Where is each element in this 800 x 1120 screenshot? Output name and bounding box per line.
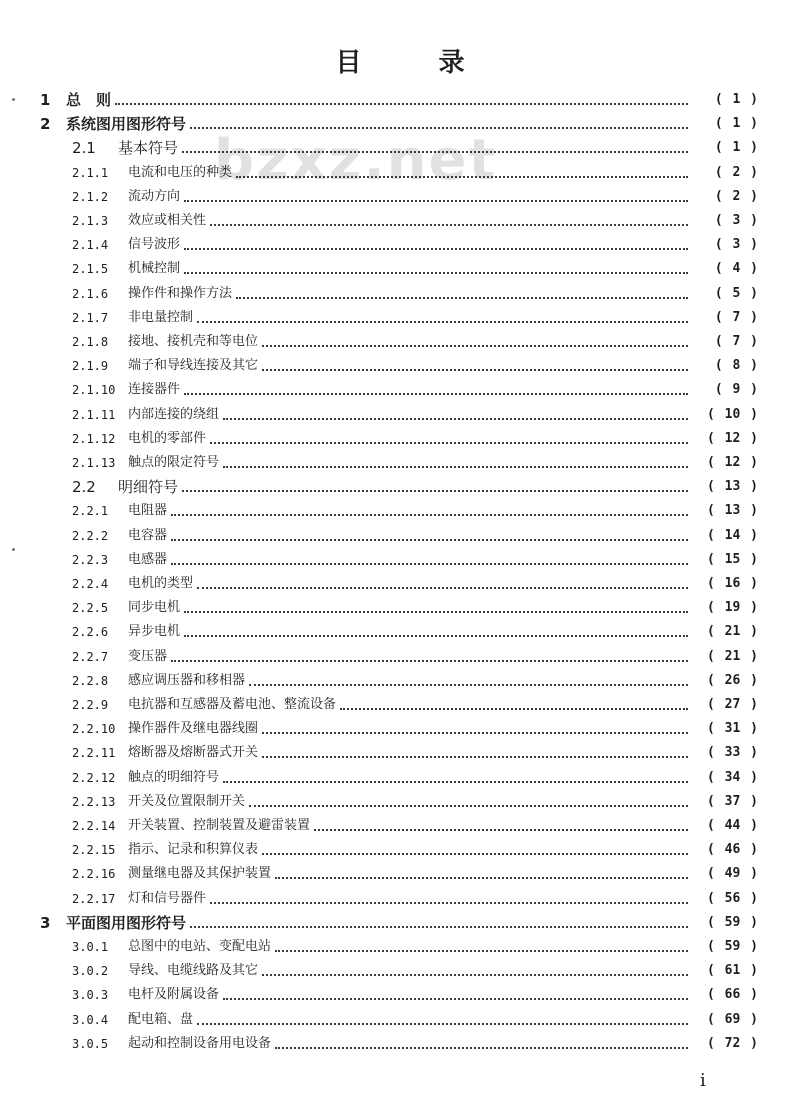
toc-entry-number: 2.2.12 <box>72 770 116 785</box>
toc-entry-page: ( 1 ) <box>714 92 758 107</box>
toc-entry-number: 3.0.3 <box>72 988 109 1003</box>
toc-entry-title: 机械控制 <box>128 261 181 277</box>
dot-leader <box>190 127 688 129</box>
toc-entry <box>0 112 800 136</box>
toc-entry-page: ( 34 ) <box>707 769 758 785</box>
toc-entry-page: ( 15 ) <box>707 551 758 567</box>
toc-entry-number: 2.2.6 <box>72 625 109 640</box>
toc-entry-number: 2.2.13 <box>72 794 116 809</box>
dot-leader <box>223 998 688 1000</box>
dot-leader <box>171 539 688 541</box>
toc-entry-page: ( 19 ) <box>707 600 758 616</box>
toc-entry-page: ( 7 ) <box>714 309 758 325</box>
dot-leader <box>197 321 688 323</box>
toc-entry-page: ( 37 ) <box>707 793 758 809</box>
toc-entry <box>0 475 800 499</box>
toc-entry-page: ( 12 ) <box>707 430 758 446</box>
toc-entry-page: ( 2 ) <box>714 164 758 180</box>
toc-entry-page: ( 49 ) <box>707 866 758 882</box>
toc-entry-page: ( 61 ) <box>707 963 758 979</box>
toc-entry-number: 2.2.10 <box>72 722 116 737</box>
toc-entry-number: 2.2.5 <box>72 601 109 616</box>
toc-entry <box>0 330 800 354</box>
toc-entry-number: 3.0.1 <box>72 940 109 954</box>
page-title: 目 录 <box>335 48 499 78</box>
toc-entry <box>0 427 800 451</box>
scan-speck <box>12 548 15 551</box>
toc-entry-page: ( 5 ) <box>714 285 758 301</box>
toc-entry <box>0 403 800 427</box>
dot-leader <box>184 248 688 250</box>
toc-entry-title: 触点的明细符号 <box>128 769 220 785</box>
dot-leader <box>182 490 688 492</box>
dot-leader <box>262 756 688 758</box>
toc-entry-page: ( 12 ) <box>707 455 758 470</box>
toc-entry-page: ( 46 ) <box>707 842 758 858</box>
toc-entry-title: 起动和控制设备用电设备 <box>128 1035 272 1051</box>
toc-entry-number: 3.0.2 <box>72 964 109 979</box>
toc-entry-number: 2.2.2 <box>72 528 109 543</box>
toc-entry-title: 总 则 <box>66 91 112 109</box>
toc-entry-number: 2.1.13 <box>72 456 116 470</box>
toc-entry-number: 2.1.1 <box>72 165 109 180</box>
toc-entry <box>0 790 800 814</box>
toc-entry-page: ( 33 ) <box>707 745 758 761</box>
dot-leader <box>171 660 688 662</box>
toc-entry-number: 2.2.16 <box>72 867 116 882</box>
toc-entry-number: 2.1.2 <box>72 189 109 204</box>
toc-entry <box>0 282 800 306</box>
toc-entry-title: 接地、接机壳和等电位 <box>128 334 259 349</box>
dot-leader <box>249 805 688 807</box>
toc-entry-title: 配电箱、盘 <box>128 1011 194 1027</box>
toc-entry-number: 2.2.7 <box>72 649 109 664</box>
dot-leader <box>236 176 688 178</box>
toc-entry-number: 2.1 <box>72 139 96 158</box>
toc-entry <box>0 354 800 378</box>
toc-entry-title: 开关及位置限制开关 <box>128 793 246 809</box>
toc-entry <box>0 524 800 548</box>
dot-leader <box>210 902 688 904</box>
toc-entry <box>0 209 800 233</box>
toc-entry-page: ( 1 ) <box>714 116 758 132</box>
toc-entry-number: 2.2.17 <box>72 891 116 906</box>
toc-entry-title: 触点的限定符号 <box>128 455 220 470</box>
toc-entry-title: 感应调压器和移相器 <box>128 672 246 688</box>
toc-entry-title: 指示、记录和积算仪表 <box>128 842 259 858</box>
toc-entry <box>0 548 800 572</box>
toc-entry-page: ( 26 ) <box>707 672 758 688</box>
toc-entry <box>0 1008 800 1032</box>
dot-leader <box>171 563 688 565</box>
toc-entry-page: ( 69 ) <box>707 1011 758 1027</box>
toc-entry-page: ( 10 ) <box>707 406 758 422</box>
toc-entry-title: 效应或相关性 <box>128 213 207 228</box>
dot-leader <box>210 442 688 444</box>
dot-leader <box>249 684 688 686</box>
toc-entry <box>0 1032 800 1056</box>
dot-leader <box>223 418 688 420</box>
toc-entry-number: 2.2.8 <box>72 673 109 688</box>
toc-entry-title: 电机的类型 <box>128 576 194 591</box>
toc-entry-page: ( 13 ) <box>707 479 758 495</box>
toc-entry-page: ( 2 ) <box>714 188 758 204</box>
toc-entry <box>0 911 800 935</box>
toc-entry-title: 非电量控制 <box>128 309 194 325</box>
dot-leader <box>262 974 688 976</box>
toc-entry <box>0 136 800 160</box>
toc-entry <box>0 257 800 281</box>
toc-entry-number: 2.1.9 <box>72 359 109 374</box>
toc-entry-title: 明细符号 <box>118 478 179 497</box>
toc-entry <box>0 499 800 523</box>
toc-entry-page: ( 44 ) <box>707 818 758 833</box>
toc-entry-page: ( 27 ) <box>707 697 758 712</box>
toc-entry-number: 2.1.6 <box>72 286 109 301</box>
dot-leader <box>184 200 688 202</box>
toc-entry <box>0 862 800 886</box>
toc-entry <box>0 814 800 838</box>
toc-entry <box>0 645 800 669</box>
dot-leader <box>184 272 688 274</box>
toc-entry <box>0 935 800 959</box>
toc-entry-number: 2.2.14 <box>72 819 116 833</box>
toc-entry <box>0 306 800 330</box>
toc-entry-number: 2.2.9 <box>72 698 109 712</box>
dot-leader <box>275 877 688 879</box>
toc-entry-number: 2.1.11 <box>72 407 116 422</box>
toc-entry-title: 系统图用图形符号 <box>66 115 187 134</box>
toc-entry-number: 2.1.12 <box>72 431 116 446</box>
dot-leader <box>223 781 688 783</box>
dot-leader <box>262 732 688 734</box>
dot-leader <box>262 853 688 855</box>
toc-entry-page: ( 66 ) <box>707 987 758 1003</box>
dot-leader <box>190 926 688 928</box>
watermark: bzxz.net <box>214 128 498 193</box>
toc-entry-page: ( 3 ) <box>714 213 758 228</box>
toc-entry-title: 信号波形 <box>128 237 181 253</box>
toc-entry-number: 3.0.4 <box>72 1012 109 1027</box>
toc-entry-page: ( 72 ) <box>707 1035 758 1051</box>
toc-entry-number: 3.0.5 <box>72 1036 109 1051</box>
toc-entry-title: 电容器 <box>128 527 168 543</box>
toc-entry-number: 2.1.3 <box>72 214 109 228</box>
dot-leader <box>115 103 688 105</box>
toc-entry <box>0 887 800 911</box>
toc-entry-title: 熔断器及熔断器式开关 <box>128 745 259 761</box>
toc-entry-number: 2.1.7 <box>72 310 109 325</box>
dot-leader <box>184 611 688 613</box>
toc-entry-number: 2.2.15 <box>72 843 116 858</box>
dot-leader <box>223 466 688 468</box>
toc-entry-number: 2.2 <box>72 478 96 497</box>
toc-entry-title: 操作器件及继电器线圈 <box>128 721 259 737</box>
toc-entry-title: 电流和电压的种类 <box>128 164 233 180</box>
dot-leader <box>275 950 688 952</box>
toc-entry-title: 基本符号 <box>118 139 179 158</box>
dot-leader <box>340 708 688 710</box>
dot-leader <box>197 1023 688 1025</box>
toc-entry-number: 2.2.1 <box>72 504 109 519</box>
toc-entry-page: ( 7 ) <box>714 334 758 349</box>
toc-entry-page: ( 16 ) <box>707 576 758 591</box>
toc-entry-page: ( 59 ) <box>707 939 758 954</box>
dot-leader <box>236 297 688 299</box>
toc-entry-title: 灯和信号器件 <box>128 890 207 906</box>
toc-entry-number: 2.1.10 <box>72 383 116 398</box>
toc-entry <box>0 161 800 185</box>
toc-entry-title: 测量继电器及其保护装置 <box>128 866 272 882</box>
toc-entry-page: ( 8 ) <box>714 358 758 374</box>
scan-speck <box>12 98 15 101</box>
toc-entry-number: 2.2.11 <box>72 746 116 761</box>
toc-entry <box>0 669 800 693</box>
toc-entry <box>0 838 800 862</box>
toc-entry <box>0 185 800 209</box>
toc-entry <box>0 88 800 112</box>
toc-entry-number: 2.2.4 <box>72 577 109 591</box>
toc-entry <box>0 741 800 765</box>
dot-leader <box>275 1047 688 1049</box>
toc-entry-title: 平面图用图形符号 <box>66 913 187 932</box>
toc-entry-number: 2 <box>40 115 51 134</box>
toc-entry-page: ( 21 ) <box>707 624 758 640</box>
toc-entry-page: ( 9 ) <box>714 382 758 398</box>
toc-entry <box>0 959 800 983</box>
dot-leader <box>262 345 688 347</box>
toc-entry-page: ( 4 ) <box>714 261 758 277</box>
toc-entry <box>0 983 800 1007</box>
toc-entry-page: ( 59 ) <box>707 914 758 930</box>
toc-entry-number: 3 <box>40 913 51 932</box>
dot-leader <box>197 587 688 589</box>
toc-entry-title: 电阻器 <box>128 503 168 519</box>
toc-entry-page: ( 31 ) <box>707 721 758 737</box>
toc-entry-title: 流动方向 <box>128 188 181 204</box>
toc-entry-title: 内部连接的绕组 <box>128 406 220 422</box>
toc-entry <box>0 378 800 402</box>
toc-entry-page: ( 13 ) <box>707 503 758 519</box>
toc-entry <box>0 717 800 741</box>
dot-leader <box>184 393 688 395</box>
toc-entry <box>0 596 800 620</box>
toc-entry-title: 变压器 <box>128 648 168 664</box>
toc-entry-title: 同步电机 <box>128 600 181 616</box>
toc-entry-number: 2.1.5 <box>72 262 109 277</box>
toc-entry <box>0 766 800 790</box>
toc-entry-page: ( 56 ) <box>707 890 758 906</box>
toc-entry-title: 异步电机 <box>128 624 181 640</box>
toc-entry-number: 2.1.4 <box>72 238 109 253</box>
toc-entry-title: 操作件和操作方法 <box>128 285 233 301</box>
toc-entry-title: 电感器 <box>128 551 168 567</box>
toc-entry-title: 连接器件 <box>128 382 181 398</box>
toc-entry <box>0 693 800 717</box>
toc-entry <box>0 572 800 596</box>
toc-entry-number: 2.1.8 <box>72 335 109 349</box>
toc-entry-number: 1 <box>40 91 51 109</box>
dot-leader <box>210 224 688 226</box>
toc-entry-number: 2.2.3 <box>72 552 109 567</box>
toc-entry-title: 导线、电缆线路及其它 <box>128 963 259 979</box>
toc-entry-title: 电机的零部件 <box>128 430 207 446</box>
toc-entry-title: 端子和导线连接及其它 <box>128 358 259 374</box>
toc-entry-page: ( 3 ) <box>714 237 758 253</box>
dot-leader <box>184 635 688 637</box>
toc-entry-page: ( 14 ) <box>707 527 758 543</box>
toc-entry <box>0 233 800 257</box>
dot-leader <box>182 151 688 153</box>
toc-entry <box>0 451 800 475</box>
page-number: i <box>700 1070 706 1091</box>
toc-entry-title: 总图中的电站、变配电站 <box>128 939 272 954</box>
dot-leader <box>314 829 688 831</box>
toc-entry-page: ( 21 ) <box>707 648 758 664</box>
toc-entry-title: 开关装置、控制装置及避雷装置 <box>128 818 311 833</box>
toc-entry-title: 电抗器和互感器及蓄电池、整流设备 <box>128 697 337 712</box>
toc-entry <box>0 620 800 644</box>
toc-entry-page: ( 1 ) <box>714 140 758 156</box>
dot-leader <box>171 514 688 516</box>
dot-leader <box>262 369 688 371</box>
toc-entry-title: 电杆及附属设备 <box>128 987 220 1003</box>
